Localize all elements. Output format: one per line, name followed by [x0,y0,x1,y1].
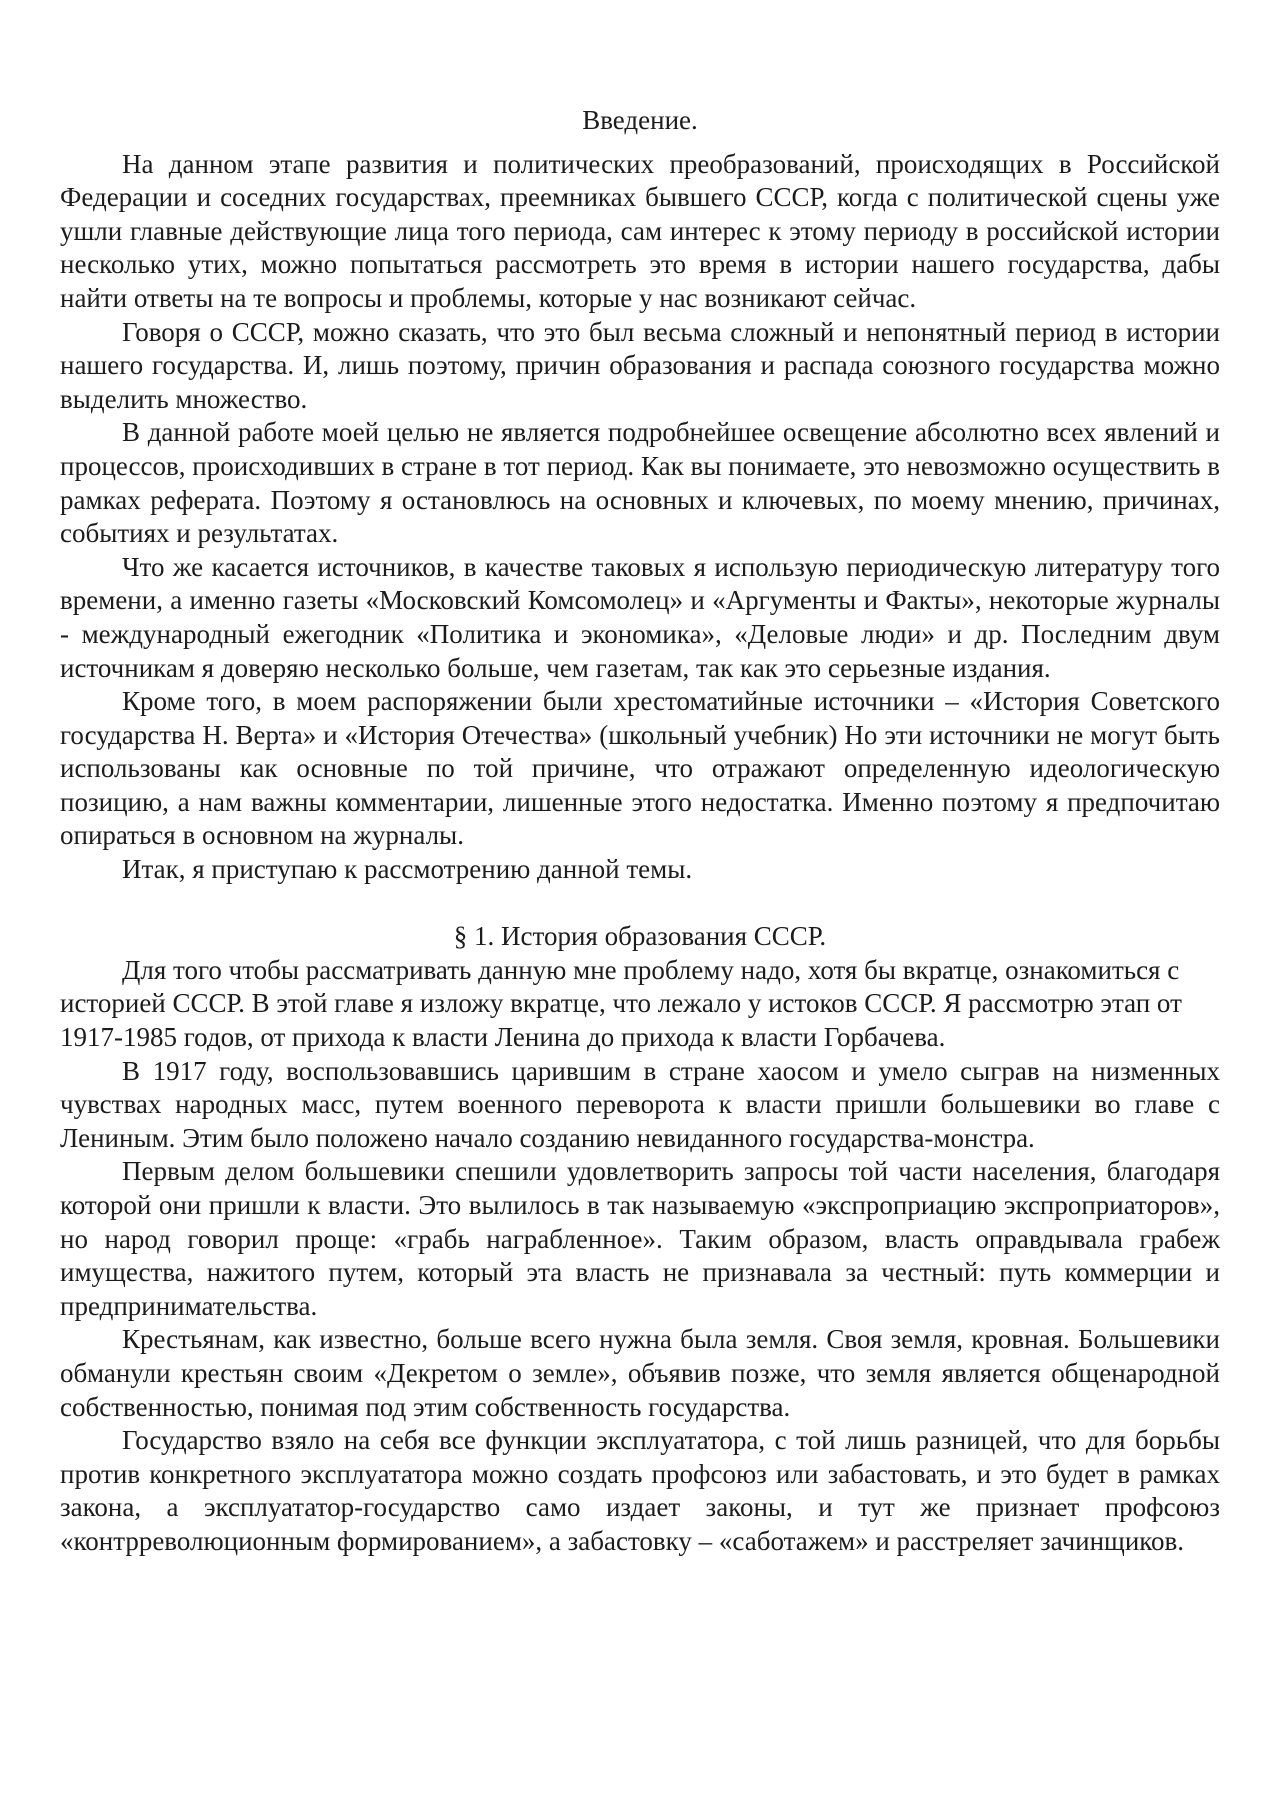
section-1-heading: § 1. История образования СССР. [453,921,827,952]
section-paragraph-5: Государство взяло на себя все функции эксплуататора, с той лишь разницей, что для борьбы против конкретного эксплуататора можно создать профсоюз или забастовать, и это будет в рамках закона, а эксплуататор-государство само издает законы, и тут же признает профсоюз «контрреволюционным формированием», а забастовку – «саботажем» и расстреляет зачинщиков. [60,1425,1220,1556]
intro-paragraph-1: На данном этапе развития и политических преобразований, происходящих в Российской Федерации и соседних государствах, преемниках бывшего СССР, когда с политической сцены уже ушли главные действующие лица того периода, сам интерес к этому периоду в российской истории несколько утих, можно попытаться рассмотреть это время в истории нашего государства, дабы найти ответы на те вопросы и проблемы, которые у нас возникают сейчас. [60,148,1220,313]
intro-paragraph-3: В данной работе моей целью не является подробнейшее освещение абсолютно всех явлений и процессов, происходивших в стране в тот период. Как вы понимаете, это невозможно осуществить в рамках реферата. Поэтому я остановлюсь на основных и ключевых, по моему мнению, причинах, событиях и результатах. [60,417,1220,549]
introduction-heading: Введение. [582,105,698,135]
section-paragraph-1: Для того чтобы рассматривать данную мне проблему надо, хотя бы вкратце, ознакомиться с историей СССР. В этой главе я изложу вкратце, что лежало у истоков СССР. Я рассмотрю этап от 1917-1985 годов, от прихода к власти Ленина до прихода к власти Горбачева. [60,954,1182,1053]
section-paragraph-2: В 1917 году, воспользовавшись царившим в стране хаосом и умело сыграв на низменных чувствах народных масс, путем военного переворота к власти пришли большевики во главе с Лениным. Этим было положено начало созданию невиданного государства-монстра. [60,1055,1220,1153]
intro-paragraph-5: Кроме того, в моем распоряжении были хрестоматийные источники – «История Советского государства Н. Верта» и «История Отечества» (школьный учебник) Но эти источники не могут быть использованы как основные по той причине, что отражают определенную идеологическую позицию, а нам важны комментарии, лишенные этого недостатка. Именно поэтому я предпочитаю опираться в основном на журналы. [60,686,1220,851]
section-paragraph-4: Крестьянам, как известно, больше всего нужна была земля. Своя земля, кровная. Большевики обманули крестьян своим «Декретом о земле», объявив позже, что земля является общенародной собственностью, понимая под этим собственность государства. [60,1324,1220,1422]
document-page [60,104,1220,1559]
intro-paragraph-4: Что же касается источников, в качестве таковых я использую периодическую литературу того времени, а именно газеты «Московский Комсомолец» и «Аргументы и Факты», некоторые журналы - международный ежегодник «Политика и экономика», «Деловые люди» и др. Последним двум источникам я доверяю несколько больше, чем газетам, так как это серьезные издания. [60,551,1220,683]
section-paragraph-3: Первым делом большевики спешили удовлетворить запросы той части населения, благодаря которой они пришли к власти. Это вылилось в так называемую «экспроприацию экспроприаторов», но народ говорил проще: «грабь награбленное». Таким образом, власть оправдывала грабеж имущества, нажитого путем, который эта власть не признавала за честный: путь коммерции и предпринимательства. [60,1156,1220,1321]
intro-paragraph-2: Говоря о СССР, можно сказать, что это был весьма сложный и непонятный период в истории нашего государства. И, лишь поэтому, причин образования и распада союзного государства можно выделить множество. [60,316,1220,414]
intro-paragraph-6: Итак, я приступаю к рассмотрению данной темы. [122,854,693,885]
